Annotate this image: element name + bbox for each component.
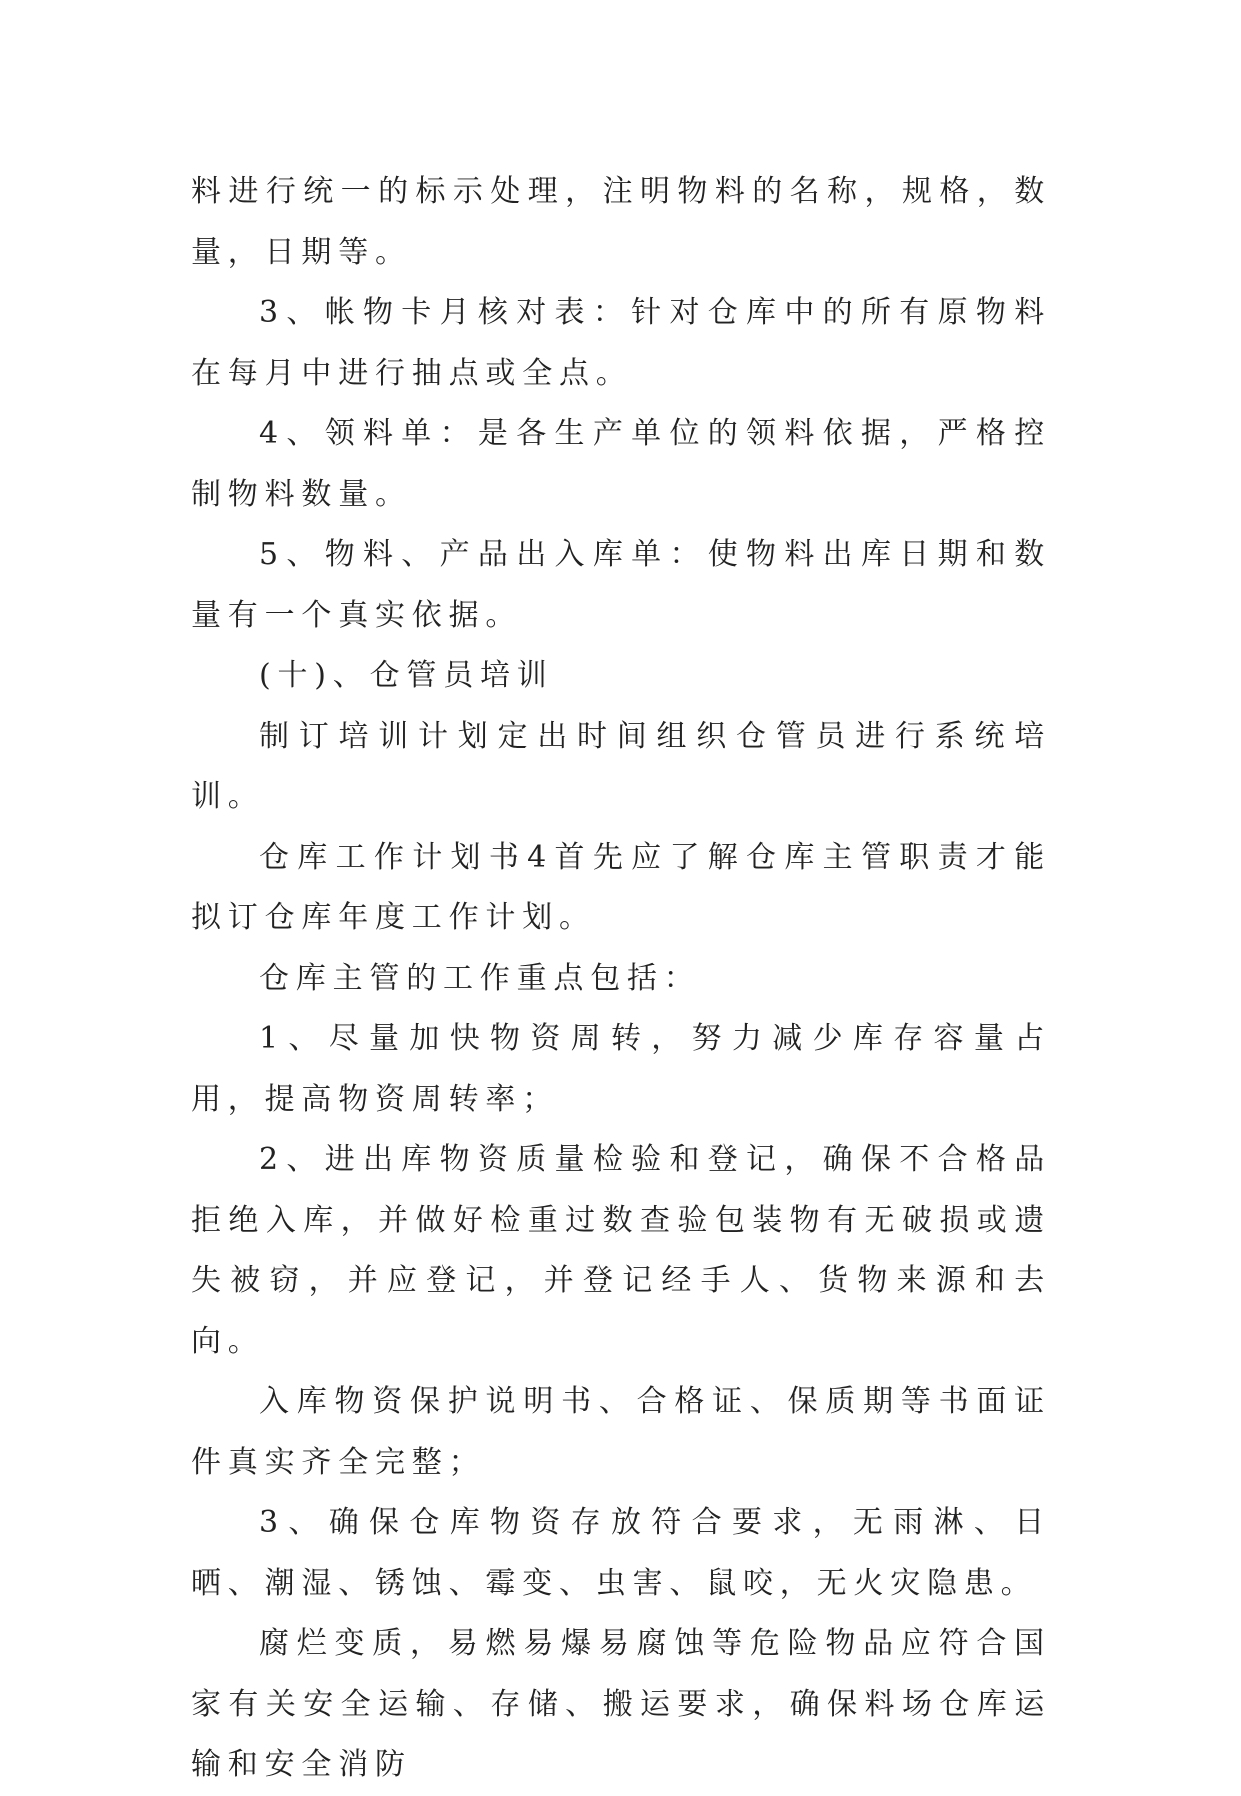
- paragraph-item-5: 5、物料、产品出入库单：使物料出库日期和数量有一个真实依据。: [191, 537, 1051, 633]
- paragraph-focus-heading: 仓库主管的工作重点包括：: [259, 960, 701, 996]
- paragraph-item-3: 3、帐物卡月核对表：针对仓库中的所有原物料在每月中进行抽点或全点。: [191, 295, 1051, 391]
- section-heading: (十)、仓管员培训: [259, 658, 554, 693]
- paragraph-continuation: 料进行统一的标示处理，注明物料的名称，规格，数量，日期等。: [191, 174, 1051, 270]
- paragraph-hazard: 腐烂变质，易燃易爆易腐蚀等危险物品应符合国家有关安全运输、存储、搬运要求，确保料场仓库运输和安全消防: [191, 1626, 1051, 1782]
- paragraph-focus-3: 3、确保仓库物资存放符合要求，无雨淋、日晒、潮湿、锈蚀、霉变、虫害、鼠咬，无火灾隐患。: [191, 1505, 1051, 1601]
- paragraph-documents: 入库物资保护说明书、合格证、保质期等书面证件真实齐全完整；: [191, 1384, 1051, 1480]
- paragraph-item-4: 4、领料单：是各生产单位的领料依据，严格控制物料数量。: [191, 416, 1051, 512]
- paragraph-focus-2: 2、进出库物资质量检验和登记，确保不合格品拒绝入库，并做好检重过数查验包装物有无破损或遗失被窃，并应登记，并登记经手人、货物来源和去向。: [191, 1142, 1051, 1359]
- paragraph-plan-intro: 仓库工作计划书4首先应了解仓库主管职责才能拟订仓库年度工作计划。: [191, 839, 1051, 935]
- paragraph-training: 制订培训计划定出时间组织仓管员进行系统培训。: [191, 718, 1051, 814]
- paragraph-focus-1: 1、尽量加快物资周转，努力减少库存容量占用，提高物资周转率；: [191, 1021, 1051, 1117]
- document-body: [191, 162, 1051, 1796]
